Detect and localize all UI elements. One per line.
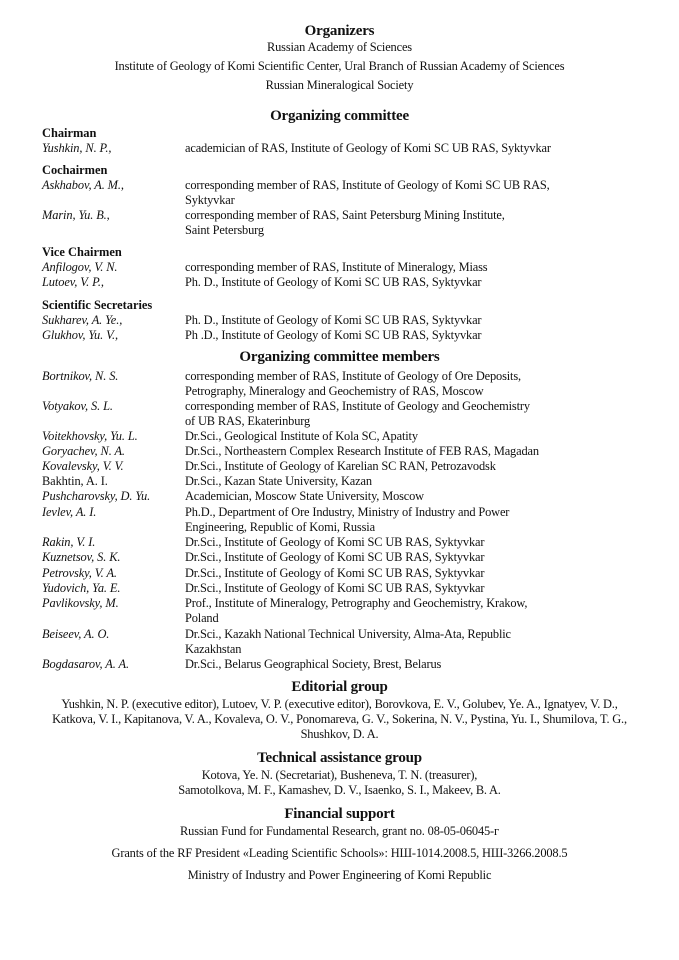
member-desc	[185, 260, 487, 275]
member-desc	[185, 581, 484, 596]
desc-line: Dr.Sci., Institute of Geology of Komi SC UB RAS, Syktyvkar	[185, 566, 485, 580]
member-name: Bogdasarov, A. A.	[42, 657, 129, 671]
member-desc	[185, 505, 509, 535]
desc-line: Engineering, Republic of Komi, Russia	[185, 520, 375, 534]
editorial-line: Shushkov, D. A.	[300, 727, 379, 741]
member-desc	[185, 550, 484, 565]
member-name: Yudovich, Ya. E.	[42, 581, 121, 595]
member-name: Bortnikov, N. S.	[42, 369, 119, 383]
editorial-line: Katkova, V. I., Kapitanova, V. A., Kovaleva, O. V., Ponomareva, G. V., Sokerina, N. V., Pystina, Yu. I., Shumilova, T. G.,	[52, 712, 627, 726]
organizing-committee-heading: Organizing committee	[270, 108, 409, 124]
desc-line: Poland	[185, 611, 219, 625]
desc-line: corresponding member of RAS, Institute of Geology and Geochemistry	[185, 399, 530, 413]
desc-line: Ph. D., Institute of Geology of Komi SC UB RAS, Syktyvkar	[185, 275, 482, 289]
member-name: Kuznetsov, S. K.	[42, 550, 121, 564]
member-name: Askhabov, A. M.,	[42, 178, 124, 192]
member-name: Rakin, V. I.	[42, 535, 96, 549]
member-name: Petrovsky, V. A.	[42, 566, 117, 580]
member-desc	[185, 328, 481, 343]
member-name: Kovalevsky, V. V.	[42, 459, 124, 473]
desc-line: Dr.Sci., Belarus Geographical Society, Brest, Belarus	[185, 657, 442, 671]
technical-group-heading: Technical assistance group	[257, 750, 422, 766]
desc-line: Dr.Sci., Institute of Geology of Komi SC UB RAS, Syktyvkar	[185, 581, 485, 595]
member-name: Pushcharovsky, D. Yu.	[42, 489, 151, 503]
editorial-group-heading: Editorial group	[291, 679, 388, 695]
financial-support-heading: Financial support	[284, 806, 395, 822]
member-desc	[185, 474, 372, 489]
desc-line: Dr.Sci., Institute of Geology of Komi SC UB RAS, Syktyvkar	[185, 535, 485, 549]
member-desc	[185, 459, 496, 474]
committee-members-heading: Organizing committee members	[239, 349, 440, 365]
financial-line: Russian Fund for Fundamental Research, grant no. 08-05-06045-г	[180, 824, 499, 838]
desc-line: corresponding member of RAS, Institute of Geology of Komi SC UB RAS,	[185, 178, 550, 192]
member-desc	[185, 275, 481, 290]
desc-line: corresponding member of RAS, Institute of Geology of Ore Deposits,	[185, 369, 521, 383]
member-name: Pavlikovsky, M.	[42, 596, 119, 610]
desc-line: Dr.Sci., Northeastern Complex Research Institute of FEB RAS, Magadan	[185, 444, 539, 458]
member-desc	[185, 596, 527, 626]
organizer-line: Institute of Geology of Komi Scientific Center, Ural Branch of Russian Academy of Sciences	[114, 59, 565, 73]
desc-line: Prof., Institute of Mineralogy, Petrography and Geochemistry, Krakow,	[185, 596, 528, 610]
member-name: Glukhov, Yu. V.,	[42, 328, 118, 342]
member-name: Sukharev, A. Ye.,	[42, 313, 123, 327]
desc-line: corresponding member of RAS, Institute of Mineralogy, Miass	[185, 260, 488, 274]
member-name: Ievlev, A. I.	[42, 505, 97, 519]
technical-group-list	[0, 768, 679, 798]
member-desc	[185, 627, 511, 657]
desc-line: Academician, Moscow State University, Moscow	[185, 489, 424, 503]
organizers-heading: Organizers	[304, 23, 375, 39]
member-desc	[185, 313, 481, 328]
desc-line: Dr.Sci., Kazakh National Technical University, Alma-Ata, Republic	[185, 627, 511, 641]
member-name: Lutoev, V. P.,	[42, 275, 104, 289]
group-label-cochairmen: Cochairmen	[42, 163, 108, 177]
group-label-scientific-secretaries: Scientific Secretaries	[42, 298, 153, 312]
technical-line: Kotova, Ye. N. (Secretariat), Busheneva, T. N. (treasurer),	[201, 768, 478, 782]
member-desc	[185, 657, 441, 672]
desc-line: academician of RAS, Institute of Geology of Komi SC UB RAS, Syktyvkar	[185, 141, 551, 155]
member-desc	[185, 429, 418, 444]
organizer-line: Russian Mineralogical Society	[265, 78, 414, 92]
member-name: Bakhtin, A. I.	[42, 474, 108, 488]
member-desc	[185, 141, 551, 156]
desc-line: corresponding member of RAS, Saint Petersburg Mining Institute,	[185, 208, 505, 222]
member-desc	[185, 444, 539, 459]
group-label-vice-chairmen: Vice Chairmen	[42, 245, 122, 259]
desc-line: Dr.Sci., Geological Institute of Kola SC, Apatity	[185, 429, 418, 443]
editorial-line: Yushkin, N. P. (executive editor), Lutoev, V. P. (executive editor), Borovkova, E. V., Golubev, Ye. A., Ignatyev, V. D.,	[61, 697, 618, 711]
desc-line: Kazakhstan	[185, 642, 242, 656]
member-desc	[185, 566, 484, 581]
member-name: Voitekhovsky, Yu. L.	[42, 429, 138, 443]
desc-line: Dr.Sci., Kazan State University, Kazan	[185, 474, 372, 488]
organizer-line: Russian Academy of Sciences	[267, 40, 412, 54]
desc-line: Ph .D., Institute of Geology of Komi SC UB RAS, Syktyvkar	[185, 328, 482, 342]
desc-line: of UB RAS, Ekaterinburg	[185, 414, 311, 428]
desc-line: Syktyvkar	[185, 193, 235, 207]
desc-line: Saint Petersburg	[185, 223, 264, 237]
member-desc	[185, 208, 505, 238]
financial-line: Ministry of Industry and Power Engineering of Komi Republic	[187, 868, 492, 882]
member-desc	[185, 369, 521, 399]
desc-line: Dr.Sci., Institute of Geology of Karelian SC RAN, Petrozavodsk	[185, 459, 496, 473]
member-desc	[185, 178, 550, 208]
desc-line: Petrography, Mineralogy and Geochemistry of RAS, Moscow	[185, 384, 484, 398]
group-label-chairman: Chairman	[42, 126, 97, 140]
desc-line: Dr.Sci., Institute of Geology of Komi SC UB RAS, Syktyvkar	[185, 550, 485, 564]
technical-line: Samotolkova, M. F., Kamashev, D. V., Isaenko, S. I., Makeev, B. A.	[178, 783, 501, 797]
editorial-group-list	[0, 697, 679, 742]
member-name: Yushkin, N. P.,	[42, 141, 112, 155]
member-name: Votyakov, S. L.	[42, 399, 113, 413]
desc-line: Ph. D., Institute of Geology of Komi SC UB RAS, Syktyvkar	[185, 313, 482, 327]
member-name: Marin, Yu. B.,	[42, 208, 110, 222]
member-desc	[185, 535, 484, 550]
member-name: Beiseev, A. O.	[42, 627, 110, 641]
desc-line: Ph.D., Department of Ore Industry, Ministry of Industry and Power	[185, 505, 510, 519]
member-name: Goryachev, N. A.	[42, 444, 125, 458]
financial-line: Grants of the RF President «Leading Scientific Schools»: НШ-1014.2008.5, НШ-3266.2008.5	[111, 846, 568, 860]
member-name: Anfilogov, V. N.	[42, 260, 118, 274]
member-desc	[185, 399, 530, 429]
member-desc	[185, 489, 424, 504]
